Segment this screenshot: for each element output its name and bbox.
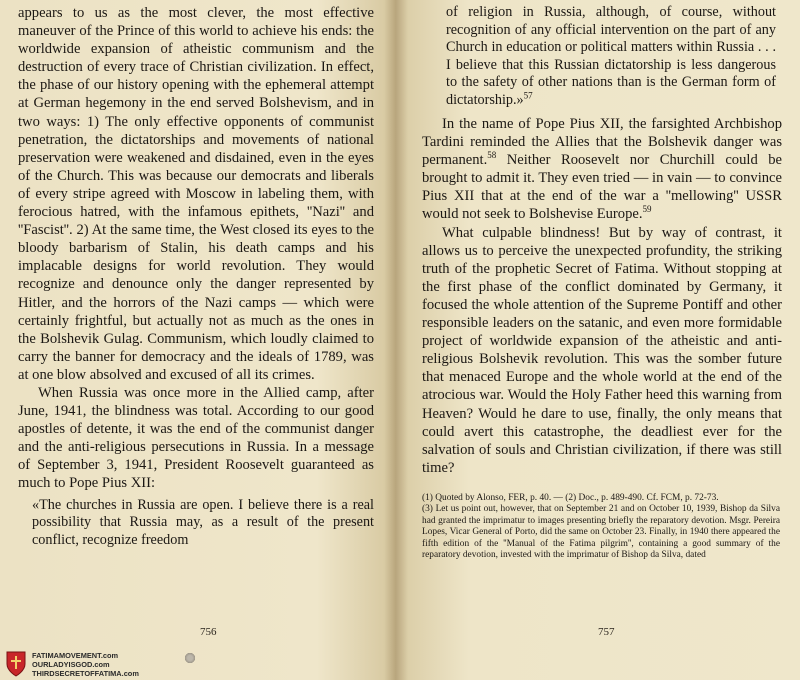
right-paragraph-1-a: In the name of Pope Pius XII, the farsighted Archbishop Tardini reminded the Allies that the Bolshevik danger was permanent. xyxy=(422,116,782,169)
left-quote: «The churches in Russia are open. I believe there is a real possibility that Russia may, as a result of the present conflict, recognize freedom xyxy=(32,496,374,548)
footer-link-3[interactable]: THIRDSECRETOFFATIMA.com xyxy=(32,669,139,678)
right-quote-text: of religion in Russia, although, of course, without recognition of any official intervention on the part of any Church in education or political matters within Russia . . . I believe that this Russian dictatorship is less dangerous to the safety of other nations than is the German form of dictatorship.» xyxy=(446,4,776,108)
left-paragraph-2: When Russia was once more in the Allied camp, after June, 1941, the blindness was total. According to our good apostles of detente, it was the end of the communist danger and the anti-religious persecutions in Russia. In a message of September 3, 1941, President Roosevelt guaranteed as much to Pope Pius XII: xyxy=(18,384,374,492)
footnote-ref-59: 59 xyxy=(642,204,652,215)
footer-link-2[interactable]: OURLADYISGOD.com xyxy=(32,660,110,669)
right-page-number: 757 xyxy=(598,626,615,638)
site-footer-brand xyxy=(6,651,139,678)
left-page xyxy=(0,0,396,680)
right-page xyxy=(396,0,800,680)
footnote-ref-58: 58 xyxy=(487,150,497,161)
shield-icon xyxy=(6,651,26,677)
right-paragraph-2: What culpable blindness! But by way of contrast, it allows us to perceive the unexpected profundity, the striking truth of the prophetic Secret of Fatima. Without stopping at the first phase of the conflict dominated by Germany, it focused the whole attention of the Supreme Pontiff and other responsible leaders on the satanic, and even more formidable project of worldwide expansion of the atheistic and anti-religious Bolshevik revolution. This was the somber future that menaced Europe and the whole world at the end of the atrocious war. Would the Holy Father heed this warning from Heaven? Would he dare to use, finally, the only means that could avert this catastrophe, the deadliest ever for the salvation of souls and Christian civilization, if there was still time? xyxy=(422,224,782,476)
footer-link-1[interactable]: FATIMAMOVEMENT.com xyxy=(32,651,119,660)
footnote-ref-57: 57 xyxy=(523,89,533,100)
footnote-2: (3) Let us point out, however, that on September 21 and on October 10, 1939, Bishop da Silva had granted the imprimatur to images presenting briefly the reparatory devotion. Msgr. Pereira Lopes, Vicar General of Porto, did the same on October 23. Finally, in 1940 there appeared the fifth edition of the ''Manual of the Fatima pilgrim'', containing a good summary of the reparatory devotion, invested with the imprimatur of Bishop da Silva, dated xyxy=(422,504,780,560)
footnote-1: (1) Quoted by Alonso, FER, p. 40. — (2) Doc., p. 489-490. Cf. FCM, p. 72-73. xyxy=(422,492,719,503)
left-page-number: 756 xyxy=(200,626,217,638)
right-paragraph-1 xyxy=(422,115,782,224)
gear-icon xyxy=(184,652,196,664)
footnotes xyxy=(422,493,782,561)
left-paragraph-1: appears to us as the most clever, the most effective maneuver of the Prince of this world to achieve his ends: the worldwide expansion of atheistic communism and the destruction of every trace of Christian civilization. In effect, the phase of our history opening with the ephemeral attempt at German hegemony in the end served Bolshevism, and in two ways: 1) The only effective opponents of communist penetration, the dictatorships and movements of national preservation were weakened and disdained, even in the eyes of the Church. This was because our democrats and liberals of every stripe agreed with Moscow in labeling them, with ferocious hatred, with the infamous epithets, ''Nazi'' and ''Fascist''. 2) At the same time, the West closed its eyes to the bloody barbarism of Stalin, his death camps and his implacable designs for world revolution. They would recognize and denounce only the danger represented by Hitler, and the horrors of the Nazi camps — which were certainly frightful, but actually not as much as the ones in the Bolshevik Gulag. Communism, which loudly claimed to carry the banner for democracy and the ideals of 1789, was at one blow absolved and excused of all its crimes. xyxy=(18,5,374,383)
right-quote xyxy=(422,4,782,109)
right-paragraph-1-b: Neither Roosevelt nor Churchill could be brought to admit it. They even tried — in vain — to convince Pius XII that at the end of the war a ''mellowing'' USSR would not seek to Bolshevise Europe. xyxy=(422,152,782,223)
